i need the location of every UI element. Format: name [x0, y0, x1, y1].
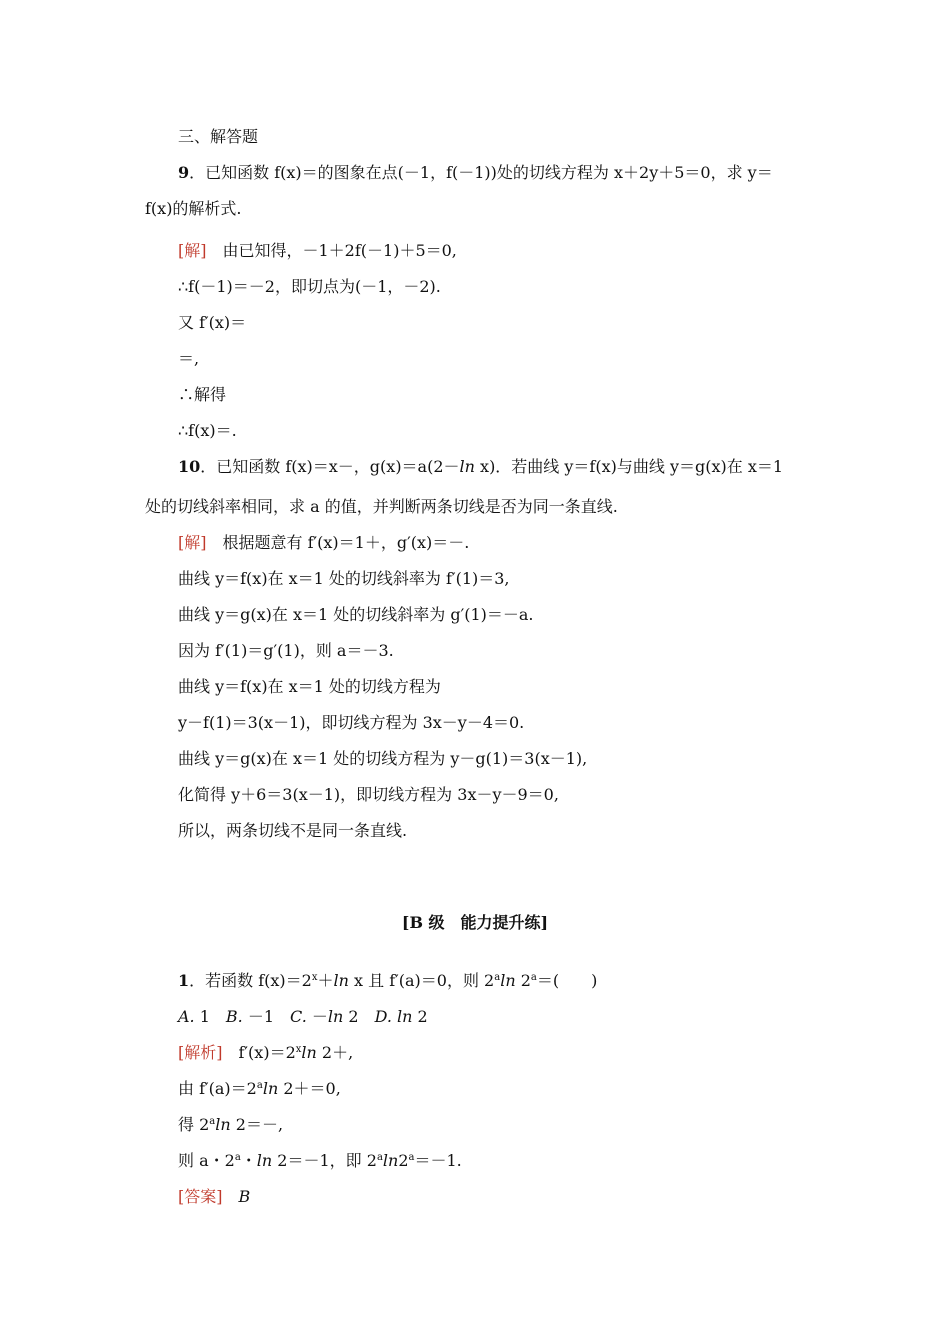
q9-number: 9	[178, 163, 190, 182]
b1-stem-c: x 且 f′(a)＝0，则 2	[348, 971, 495, 990]
b1-stem-d: 2	[515, 971, 531, 990]
option-b-value: －1	[242, 1007, 291, 1026]
b1-analysis-text: 2＋＝0,	[278, 1079, 341, 1098]
b1-analysis-line4: 则 a・2$^a$・ln 2＝－1，即 $2^a\ln 2^a=-1$.	[178, 1151, 462, 1170]
b1-stem	[178, 970, 597, 992]
b1-analysis-line2	[178, 1078, 341, 1100]
b1-stem-e: ＝( )	[536, 971, 598, 990]
superscript-a: a	[530, 972, 537, 983]
q10-solution-text: 根据题意有 f′(x)＝1＋，g′(x)＝－.	[206, 533, 470, 552]
superscript-a: a	[209, 1116, 216, 1127]
q10-stem-line1	[178, 456, 783, 478]
section-heading-level-b: [B 级 能力提升练]	[401, 913, 549, 932]
b1-analysis-text: f′(x)＝2	[222, 1043, 296, 1062]
q10-solution-line2: 曲线 y＝f(x)在 x＝1 处的切线斜率为 f′(1)＝3,	[178, 569, 510, 588]
ln-symbol: ln	[459, 457, 475, 476]
b1-number: 1	[178, 971, 190, 990]
section-heading-answer-questions: 三、解答题	[178, 127, 259, 146]
option-a-label: A.	[178, 1007, 195, 1026]
ln-symbol: ln	[397, 1007, 413, 1026]
q10-stem-b: x)．若曲线 y＝f(x)与曲线 y＝g(x)在 x＝1	[474, 457, 784, 476]
ln-symbol: ln	[256, 1151, 273, 1170]
q9-solution-text: 由已知得，－1＋2f(－1)＋5＝0,	[206, 241, 457, 260]
q9-stem-text: ．已知函数 f(x)＝的图象在点(－1，f(－1))处的切线方程为 x＋2y＋5＝0，求 y＝	[189, 163, 773, 182]
q9-stem-line1	[178, 162, 773, 184]
q9-solution-line5: ∴解得	[178, 385, 227, 404]
superscript-a: a	[376, 1152, 383, 1163]
superscript-x: x	[295, 1044, 302, 1055]
superscript-a: a	[494, 972, 501, 983]
q10-solution-line4: 因为 f′(1)＝g′(1)，则 a＝－3.	[178, 641, 394, 660]
q9-solution-line4: ＝,	[178, 349, 200, 368]
ln-symbol: ln	[215, 1115, 231, 1134]
b1-analysis-text: 由 f′(a)＝2	[178, 1079, 257, 1098]
ln-symbol: ln	[262, 1079, 279, 1098]
ln-symbol: ln	[500, 971, 516, 990]
option-c-value: －	[306, 1007, 328, 1026]
solution-tag: [解]	[178, 241, 207, 260]
option-a-value: 1	[194, 1007, 226, 1026]
q9-stem-line2: f(x)的解析式.	[145, 199, 242, 218]
answer-tag: [答案]	[178, 1187, 223, 1206]
ln-symbol: ln	[301, 1043, 317, 1062]
b1-analysis-text: 2＝－1，即 2	[272, 1151, 377, 1170]
b1-analysis-line1	[178, 1042, 353, 1064]
q10-solution-line3: 曲线 y＝g(x)在 x＝1 处的切线斜率为 g′(1)＝－a.	[178, 605, 534, 624]
b1-stem-b: ＋	[317, 971, 334, 990]
superscript-a: a	[234, 1152, 241, 1163]
q10-solution-line6: y－f(1)＝3(x－1)，即切线方程为 3x－y－4＝0.	[178, 713, 525, 732]
superscript-a: a	[256, 1080, 263, 1091]
q10-stem-a: ．已知函数 f(x)＝x－，g(x)＝a(2－	[200, 457, 460, 476]
analysis-tag: [解析]	[178, 1043, 223, 1062]
q10-solution-line8: 化简得 y＋6＝3(x－1)，即切线方程为 3x－y－9＝0,	[178, 785, 559, 804]
ln-symbol: ln	[333, 971, 349, 990]
ln-symbol: ln	[327, 1007, 344, 1026]
b1-analysis-text: 则 a・2	[178, 1151, 235, 1170]
superscript-x: x	[311, 972, 318, 983]
ln-symbol: ln	[382, 1151, 399, 1170]
q9-solution-line3: 又 f′(x)＝	[178, 313, 247, 332]
option-c-label: C.	[290, 1007, 307, 1026]
b1-options	[178, 1006, 428, 1028]
solution-tag: [解]	[178, 533, 207, 552]
b1-analysis-text: ・	[240, 1151, 257, 1170]
q10-solution-line7: 曲线 y＝g(x)在 x＝1 处的切线方程为 y－g(1)＝3(x－1),	[178, 749, 588, 768]
q10-number: 10	[178, 457, 201, 476]
b1-analysis-text: 2＋,	[316, 1043, 354, 1062]
option-d-tail: 2	[412, 1007, 428, 1026]
superscript-a: a	[408, 1152, 415, 1163]
q9-solution-line2: ∴f(－1)＝－2，即切点为(－1，－2).	[178, 277, 441, 296]
b1-analysis-text: 得 2	[178, 1115, 210, 1134]
q10-solution-line5: 曲线 y＝f(x)在 x＝1 处的切线方程为	[178, 677, 441, 696]
q10-solution-line1	[178, 532, 469, 554]
b1-stem-a: ．若函数 f(x)＝2	[189, 971, 312, 990]
b1-analysis-text: 2＝－,	[230, 1115, 284, 1134]
option-d-label: D.	[374, 1007, 392, 1026]
option-b-label: B.	[225, 1007, 243, 1026]
b1-analysis-line3	[178, 1114, 283, 1136]
q9-solution-line6: ∴f(x)＝.	[178, 421, 237, 440]
b1-answer-line	[178, 1186, 250, 1208]
q10-stem-line2: 处的切线斜率相同，求 a 的值，并判断两条切线是否为同一条直线.	[145, 497, 618, 516]
b1-analysis-text: ＝－1.	[414, 1151, 462, 1170]
q10-solution-line9: 所以，两条切线不是同一条直线.	[178, 821, 408, 840]
option-c-tail: 2	[343, 1007, 375, 1026]
answer-value: B	[238, 1187, 251, 1206]
q9-solution-line1	[178, 240, 457, 262]
